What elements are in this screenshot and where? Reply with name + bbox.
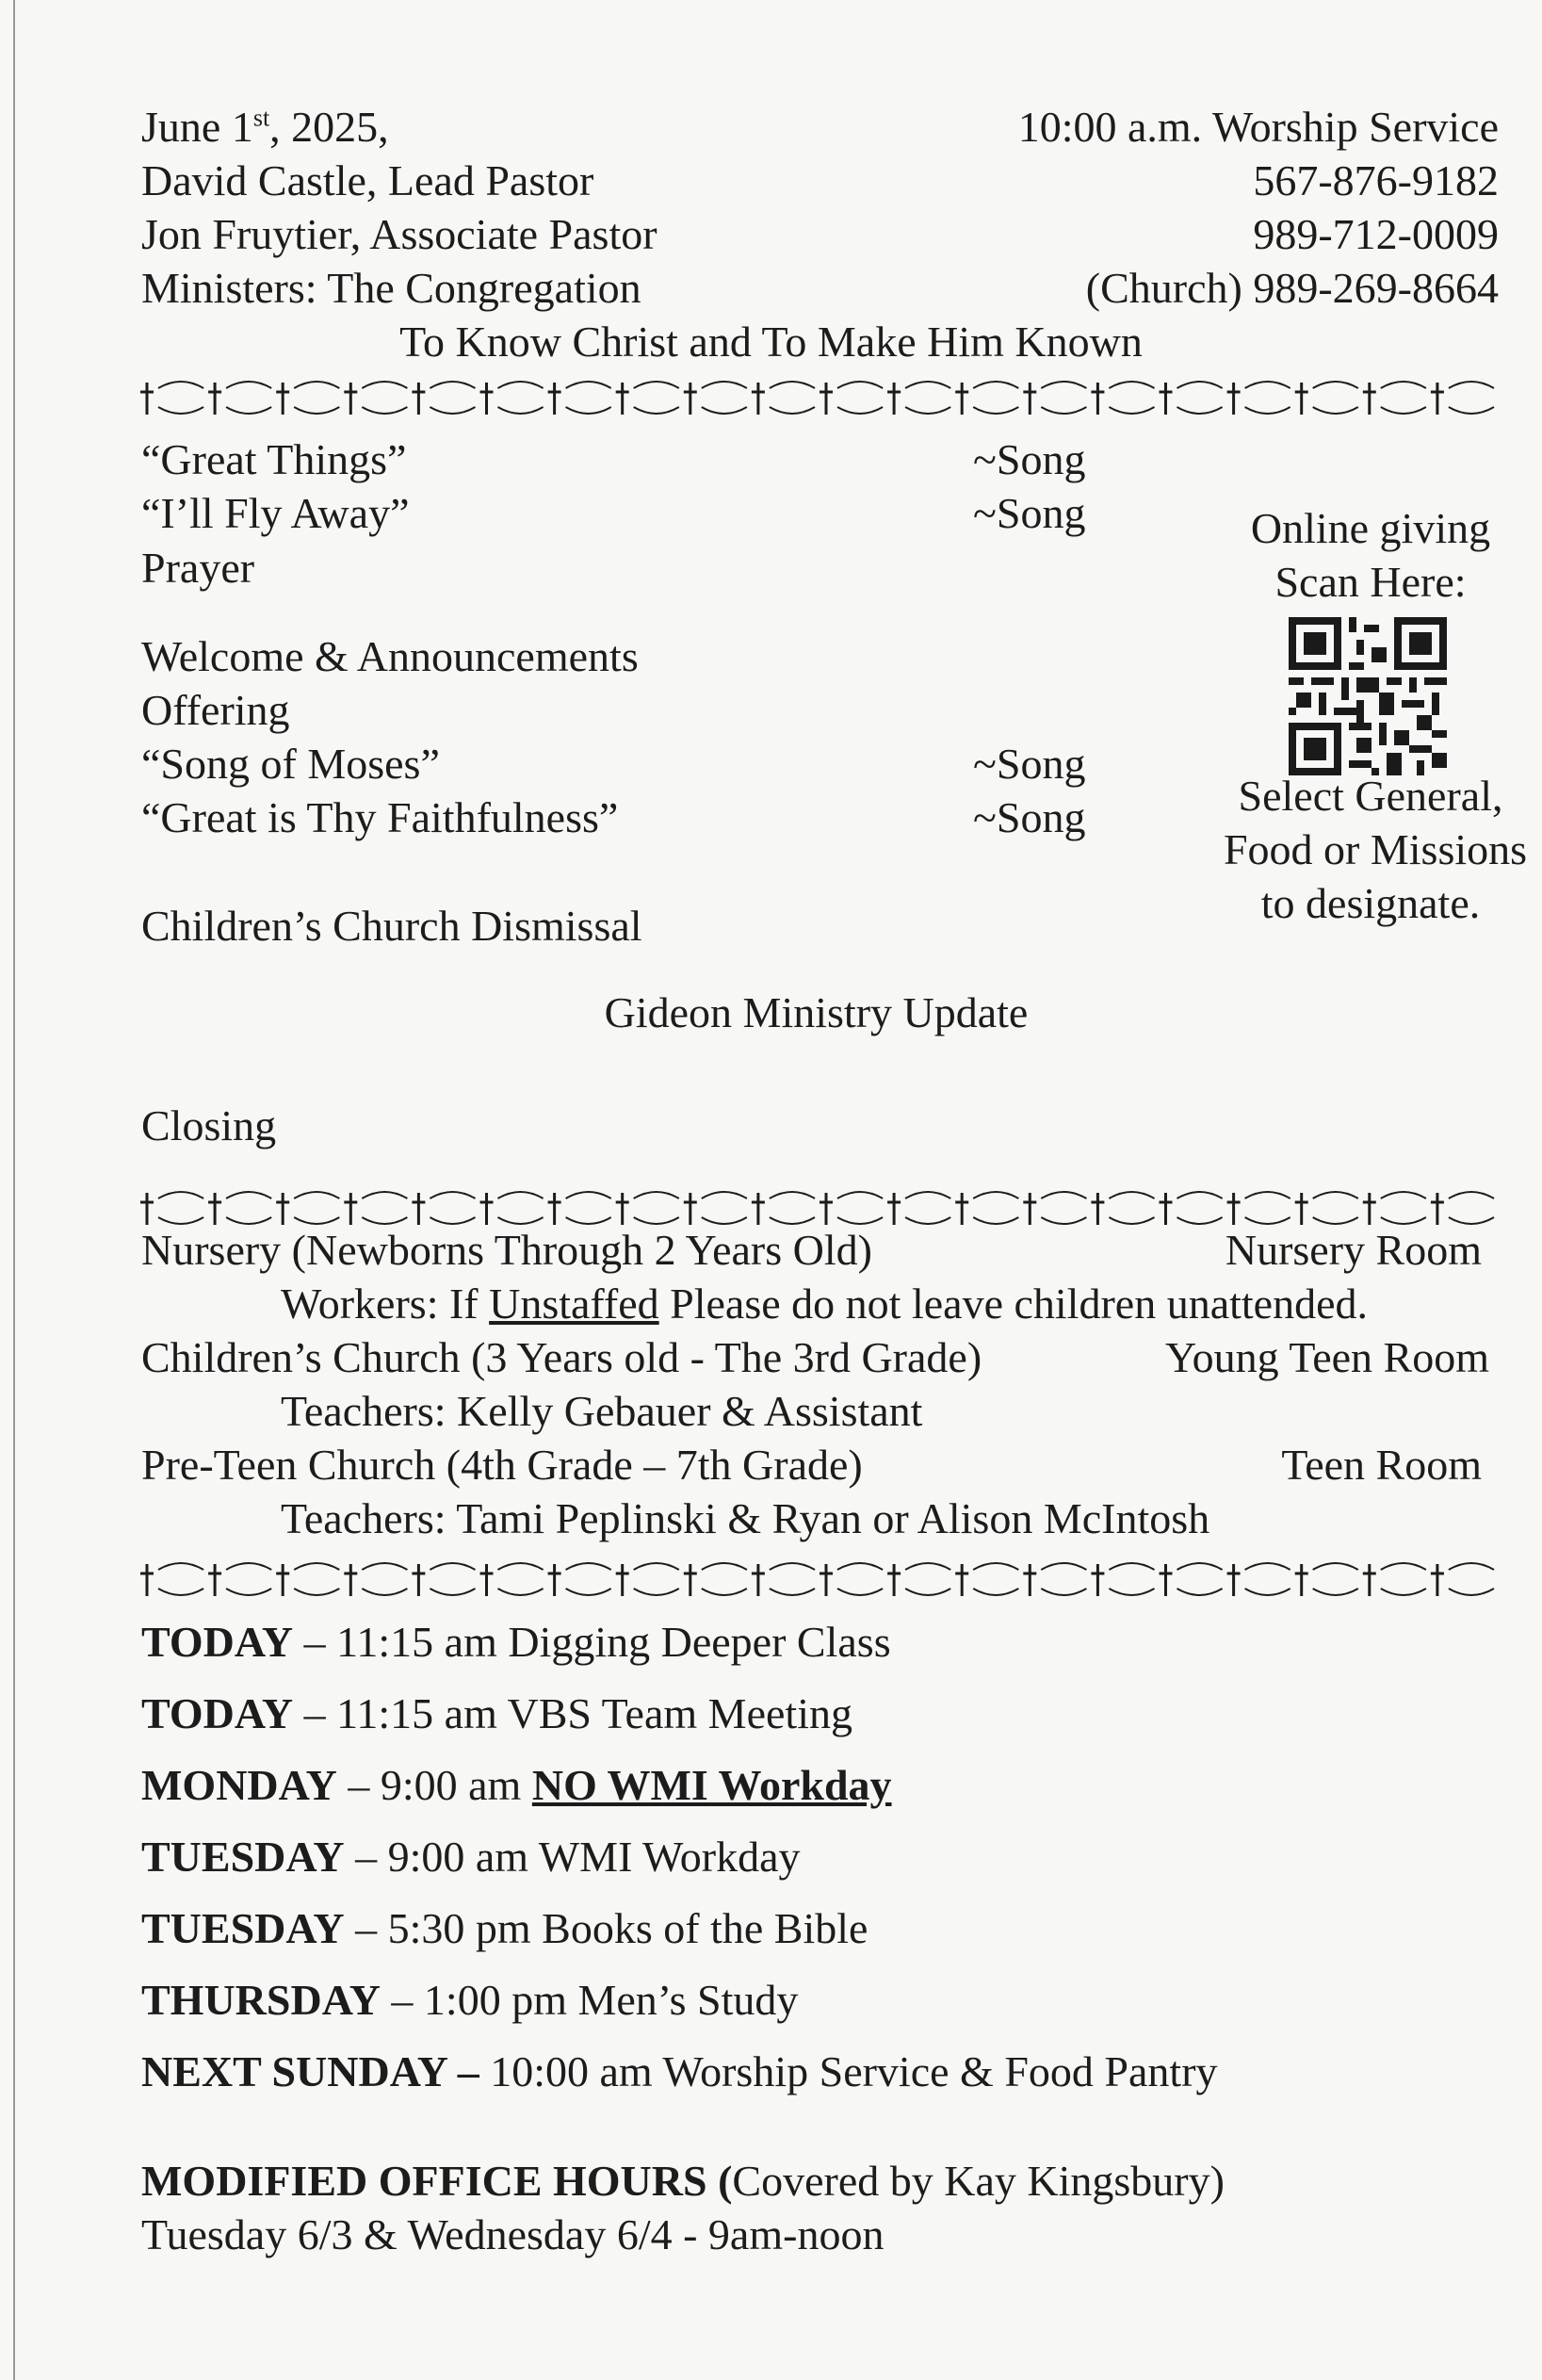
order-item-title: “Song of Moses” bbox=[141, 740, 440, 788]
cross-icon bbox=[887, 383, 901, 415]
order-item-title: “I’ll Fly Away” bbox=[141, 489, 410, 537]
arc-ornament bbox=[1449, 1192, 1494, 1198]
cross-icon bbox=[548, 383, 561, 415]
arc-ornament bbox=[1177, 407, 1223, 414]
cross-icon bbox=[480, 1193, 494, 1225]
order-item-title: Offering bbox=[141, 686, 290, 734]
event-item: THURSDAY – 1:00 pm Men’s Study bbox=[141, 1976, 799, 2024]
cross-icon bbox=[1023, 383, 1036, 415]
order-item-title: “Great is Thy Faithfulness” bbox=[141, 793, 619, 841]
arc-ornament bbox=[1041, 1192, 1086, 1198]
arc-ornament bbox=[1041, 1589, 1086, 1595]
arc-ornament bbox=[973, 1192, 1018, 1198]
arc-ornament bbox=[158, 407, 203, 414]
arc-ornament bbox=[634, 1589, 679, 1595]
arc-ornament bbox=[702, 382, 747, 388]
cross-icon bbox=[208, 383, 221, 415]
cross-icon bbox=[1091, 1193, 1104, 1225]
office-hours-heading: MODIFIED OFFICE HOURS (Covered by Kay Kingsbury) bbox=[141, 2157, 1225, 2205]
cross-icon bbox=[1431, 383, 1444, 415]
cross-icon bbox=[548, 1193, 561, 1225]
arc-ornament bbox=[430, 1563, 475, 1570]
arc-ornament bbox=[1381, 1563, 1426, 1570]
arc-ornament bbox=[1109, 1589, 1154, 1595]
order-item-tag: ~Song bbox=[973, 435, 1086, 483]
arc-ornament bbox=[837, 382, 883, 388]
arc-ornament bbox=[905, 407, 950, 414]
arc-ornament bbox=[294, 1192, 339, 1198]
church-phone: (Church) 989-269-8664 bbox=[1085, 264, 1499, 312]
childrens-church-room: Young Teen Room bbox=[1165, 1333, 1489, 1381]
event-item: TUESDAY – 9:00 am WMI Workday bbox=[141, 1833, 801, 1881]
arc-ornament bbox=[158, 1589, 203, 1595]
arc-ornament bbox=[634, 382, 679, 388]
arc-ornament bbox=[634, 1192, 679, 1198]
arc-ornament bbox=[566, 1192, 611, 1198]
arc-ornament bbox=[1109, 1563, 1154, 1570]
arc-ornament bbox=[1109, 407, 1154, 414]
arc-ornament bbox=[1381, 1589, 1426, 1595]
arc-ornament bbox=[566, 1217, 611, 1224]
arc-ornament bbox=[1041, 1217, 1086, 1224]
service-time: 10:00 a.m. Worship Service bbox=[1017, 103, 1499, 151]
arc-ornament bbox=[837, 1589, 883, 1595]
event-item: MONDAY – 9:00 am NO WMI Workday bbox=[141, 1761, 892, 1809]
arc-ornament bbox=[1313, 382, 1358, 388]
arc-ornament bbox=[837, 1563, 883, 1570]
closing: Closing bbox=[141, 1101, 277, 1149]
nursery-workers: Workers: If Unstaffed Please do not leave children unattended. bbox=[281, 1280, 1369, 1328]
arc-ornament bbox=[362, 1192, 407, 1198]
preteen-church-teachers: Teachers: Tami Peplinski & Ryan or Alison McIntosh bbox=[281, 1494, 1210, 1542]
office-hours-times: Tuesday 6/3 & Wednesday 6/4 - 9am-noon bbox=[141, 2210, 885, 2258]
arc-ornament bbox=[226, 407, 271, 414]
cross-icon bbox=[752, 383, 765, 415]
cross-icon bbox=[616, 1564, 629, 1596]
arc-ornament bbox=[566, 1563, 611, 1570]
cross-divider bbox=[139, 1557, 1498, 1602]
cross-icon bbox=[887, 1193, 901, 1225]
arc-ornament bbox=[1177, 1217, 1223, 1224]
cross-icon bbox=[1023, 1564, 1036, 1596]
arc-ornament bbox=[1245, 382, 1290, 388]
arc-ornament bbox=[1177, 1192, 1223, 1198]
arc-ornament bbox=[1313, 1589, 1358, 1595]
arc-ornament bbox=[837, 407, 883, 414]
arc-ornament bbox=[770, 1563, 815, 1570]
cross-icon bbox=[276, 383, 289, 415]
arc-ornament bbox=[430, 1589, 475, 1595]
cross-icon bbox=[955, 1193, 968, 1225]
arc-ornament bbox=[498, 382, 544, 388]
preteen-church-room: Teen Room bbox=[1281, 1441, 1482, 1489]
arc-ornament bbox=[634, 407, 679, 414]
cross-icon bbox=[276, 1193, 289, 1225]
arc-ornament bbox=[837, 1217, 883, 1224]
cross-icon bbox=[344, 1564, 357, 1596]
cross-icon bbox=[276, 1564, 289, 1596]
cross-icon bbox=[820, 1564, 833, 1596]
gideon-update: Gideon Ministry Update bbox=[604, 988, 1029, 1036]
cross-icon bbox=[684, 383, 697, 415]
cross-icon bbox=[208, 1193, 221, 1225]
event-item: NEXT SUNDAY – 10:00 am Worship Service & Food Pantry bbox=[141, 2047, 1218, 2095]
arc-ornament bbox=[294, 1563, 339, 1570]
arc-ornament bbox=[770, 1192, 815, 1198]
order-item-title: Children’s Church Dismissal bbox=[141, 902, 642, 950]
arc-ornament bbox=[226, 1192, 271, 1198]
cross-icon bbox=[1227, 1564, 1241, 1596]
ministers: Ministers: The Congregation bbox=[141, 264, 641, 312]
cross-icon bbox=[1160, 383, 1173, 415]
cross-icon bbox=[1160, 1193, 1173, 1225]
arc-ornament bbox=[1041, 382, 1086, 388]
arc-ornament bbox=[905, 1589, 950, 1595]
arc-ornament bbox=[158, 382, 203, 388]
cross-icon bbox=[1363, 383, 1376, 415]
arc-ornament bbox=[1449, 407, 1494, 414]
arc-ornament bbox=[1041, 1563, 1086, 1570]
arc-ornament bbox=[498, 1563, 544, 1570]
event-item: TUESDAY – 5:30 pm Books of the Bible bbox=[141, 1904, 868, 1952]
associate-pastor-phone: 989-712-0009 bbox=[1253, 210, 1499, 258]
order-item-tag: ~Song bbox=[973, 793, 1086, 841]
arc-ornament bbox=[294, 1217, 339, 1224]
arc-ornament bbox=[770, 1589, 815, 1595]
service-date: June 1st, 2025, bbox=[141, 103, 389, 151]
order-item-title: “Great Things” bbox=[141, 435, 407, 483]
childrens-church-name: Children’s Church (3 Years old - The 3rd Grade) bbox=[141, 1333, 982, 1381]
cross-icon bbox=[1363, 1564, 1376, 1596]
cross-icon bbox=[344, 383, 357, 415]
event-item: TODAY – 11:15 am Digging Deeper Class bbox=[141, 1618, 891, 1666]
arc-ornament bbox=[634, 1217, 679, 1224]
cross-icon bbox=[412, 1564, 425, 1596]
cross-icon bbox=[140, 383, 154, 415]
church-motto: To Know Christ and To Make Him Known bbox=[399, 318, 1143, 366]
arc-ornament bbox=[430, 382, 475, 388]
cross-icon bbox=[1295, 1193, 1308, 1225]
arc-ornament bbox=[362, 1589, 407, 1595]
arc-ornament bbox=[430, 407, 475, 414]
arc-ornament bbox=[905, 382, 950, 388]
cross-icon bbox=[820, 383, 833, 415]
cross-icon bbox=[412, 1193, 425, 1225]
cross-divider bbox=[139, 1185, 1498, 1231]
arc-ornament bbox=[1449, 382, 1494, 388]
associate-pastor: Jon Fruytier, Associate Pastor bbox=[141, 210, 657, 258]
arc-ornament bbox=[498, 1589, 544, 1595]
arc-ornament bbox=[1177, 1589, 1223, 1595]
cross-icon bbox=[140, 1564, 154, 1596]
arc-ornament bbox=[498, 1217, 544, 1224]
arc-ornament bbox=[294, 382, 339, 388]
cross-icon bbox=[1295, 383, 1308, 415]
arc-ornament bbox=[1245, 1589, 1290, 1595]
arc-ornament bbox=[905, 1217, 950, 1224]
cross-icon bbox=[887, 1564, 901, 1596]
arc-ornament bbox=[1381, 407, 1426, 414]
order-item-tag: ~Song bbox=[973, 489, 1086, 537]
arc-ornament bbox=[362, 1217, 407, 1224]
order-item-tag: ~Song bbox=[973, 740, 1086, 788]
cross-icon bbox=[752, 1193, 765, 1225]
arc-ornament bbox=[1381, 382, 1426, 388]
cross-icon bbox=[140, 1193, 154, 1225]
arc-ornament bbox=[1449, 1563, 1494, 1570]
arc-ornament bbox=[226, 1589, 271, 1595]
cross-icon bbox=[684, 1193, 697, 1225]
arc-ornament bbox=[498, 1192, 544, 1198]
cross-divider bbox=[139, 375, 1498, 420]
cross-icon bbox=[1227, 383, 1241, 415]
arc-ornament bbox=[973, 1563, 1018, 1570]
cross-icon bbox=[752, 1564, 765, 1596]
giving-line-4: Food or Missions bbox=[1223, 825, 1528, 873]
arc-ornament bbox=[1313, 1217, 1358, 1224]
arc-ornament bbox=[1245, 1217, 1290, 1224]
arc-ornament bbox=[1109, 1217, 1154, 1224]
cross-icon bbox=[1023, 1193, 1036, 1225]
cross-icon bbox=[480, 1564, 494, 1596]
arc-ornament bbox=[566, 407, 611, 414]
arc-ornament bbox=[1313, 407, 1358, 414]
arc-ornament bbox=[226, 382, 271, 388]
arc-ornament bbox=[362, 1563, 407, 1570]
cross-icon bbox=[480, 383, 494, 415]
cross-icon bbox=[344, 1193, 357, 1225]
nursery-name: Nursery (Newborns Through 2 Years Old) bbox=[141, 1226, 872, 1274]
arc-ornament bbox=[770, 1217, 815, 1224]
arc-ornament bbox=[1313, 1192, 1358, 1198]
cross-icon bbox=[1091, 1564, 1104, 1596]
giving-line-1: Online giving bbox=[1250, 504, 1491, 552]
arc-ornament bbox=[770, 407, 815, 414]
arc-ornament bbox=[702, 407, 747, 414]
arc-ornament bbox=[1177, 382, 1223, 388]
arc-ornament bbox=[1313, 1563, 1358, 1570]
arc-ornament bbox=[1245, 407, 1290, 414]
arc-ornament bbox=[770, 382, 815, 388]
arc-ornament bbox=[158, 1192, 203, 1198]
order-item-title: Prayer bbox=[141, 544, 255, 592]
cross-icon bbox=[684, 1564, 697, 1596]
arc-ornament bbox=[158, 1563, 203, 1570]
arc-ornament bbox=[498, 407, 544, 414]
arc-ornament bbox=[1245, 1563, 1290, 1570]
childrens-church-teachers: Teachers: Kelly Gebauer & Assistant bbox=[281, 1387, 923, 1435]
arc-ornament bbox=[702, 1589, 747, 1595]
qr-code-icon[interactable] bbox=[1289, 617, 1447, 775]
giving-line-3: Select General, bbox=[1238, 772, 1503, 820]
arc-ornament bbox=[1177, 1563, 1223, 1570]
arc-ornament bbox=[1041, 407, 1086, 414]
order-item-title: Welcome & Announcements bbox=[141, 632, 639, 680]
arc-ornament bbox=[1109, 1192, 1154, 1198]
arc-ornament bbox=[837, 1192, 883, 1198]
cross-icon bbox=[1160, 1564, 1173, 1596]
arc-ornament bbox=[430, 1217, 475, 1224]
arc-ornament bbox=[1449, 1217, 1494, 1224]
arc-ornament bbox=[294, 1589, 339, 1595]
arc-ornament bbox=[226, 1563, 271, 1570]
arc-ornament bbox=[973, 382, 1018, 388]
cross-icon bbox=[955, 383, 968, 415]
arc-ornament bbox=[566, 1589, 611, 1595]
arc-ornament bbox=[702, 1192, 747, 1198]
cross-icon bbox=[208, 1564, 221, 1596]
arc-ornament bbox=[430, 1192, 475, 1198]
cross-icon bbox=[616, 1193, 629, 1225]
arc-ornament bbox=[973, 1589, 1018, 1595]
arc-ornament bbox=[634, 1563, 679, 1570]
cross-icon bbox=[1363, 1193, 1376, 1225]
cross-icon bbox=[548, 1564, 561, 1596]
lead-pastor-phone: 567-876-9182 bbox=[1253, 156, 1499, 204]
arc-ornament bbox=[1449, 1589, 1494, 1595]
arc-ornament bbox=[702, 1217, 747, 1224]
event-item: TODAY – 11:15 am VBS Team Meeting bbox=[141, 1689, 852, 1737]
cross-icon bbox=[412, 383, 425, 415]
giving-line-5: to designate. bbox=[1260, 879, 1481, 927]
lead-pastor: David Castle, Lead Pastor bbox=[141, 156, 594, 204]
cross-icon bbox=[1295, 1564, 1308, 1596]
cross-icon bbox=[955, 1564, 968, 1596]
preteen-church-name: Pre-Teen Church (4th Grade – 7th Grade) bbox=[141, 1441, 863, 1489]
arc-ornament bbox=[294, 407, 339, 414]
arc-ornament bbox=[1245, 1192, 1290, 1198]
cross-icon bbox=[616, 383, 629, 415]
arc-ornament bbox=[973, 1217, 1018, 1224]
arc-ornament bbox=[226, 1217, 271, 1224]
cross-icon bbox=[1431, 1193, 1444, 1225]
nursery-room: Nursery Room bbox=[1225, 1226, 1482, 1274]
arc-ornament bbox=[1109, 382, 1154, 388]
cross-icon bbox=[1091, 383, 1104, 415]
arc-ornament bbox=[702, 1563, 747, 1570]
arc-ornament bbox=[905, 1563, 950, 1570]
giving-line-2: Scan Here: bbox=[1274, 558, 1467, 606]
arc-ornament bbox=[362, 382, 407, 388]
cross-icon bbox=[1431, 1564, 1444, 1596]
arc-ornament bbox=[973, 407, 1018, 414]
cross-icon bbox=[1227, 1193, 1241, 1225]
arc-ornament bbox=[158, 1217, 203, 1224]
arc-ornament bbox=[1381, 1217, 1426, 1224]
cross-icon bbox=[820, 1193, 833, 1225]
arc-ornament bbox=[905, 1192, 950, 1198]
arc-ornament bbox=[1381, 1192, 1426, 1198]
arc-ornament bbox=[362, 407, 407, 414]
arc-ornament bbox=[566, 382, 611, 388]
